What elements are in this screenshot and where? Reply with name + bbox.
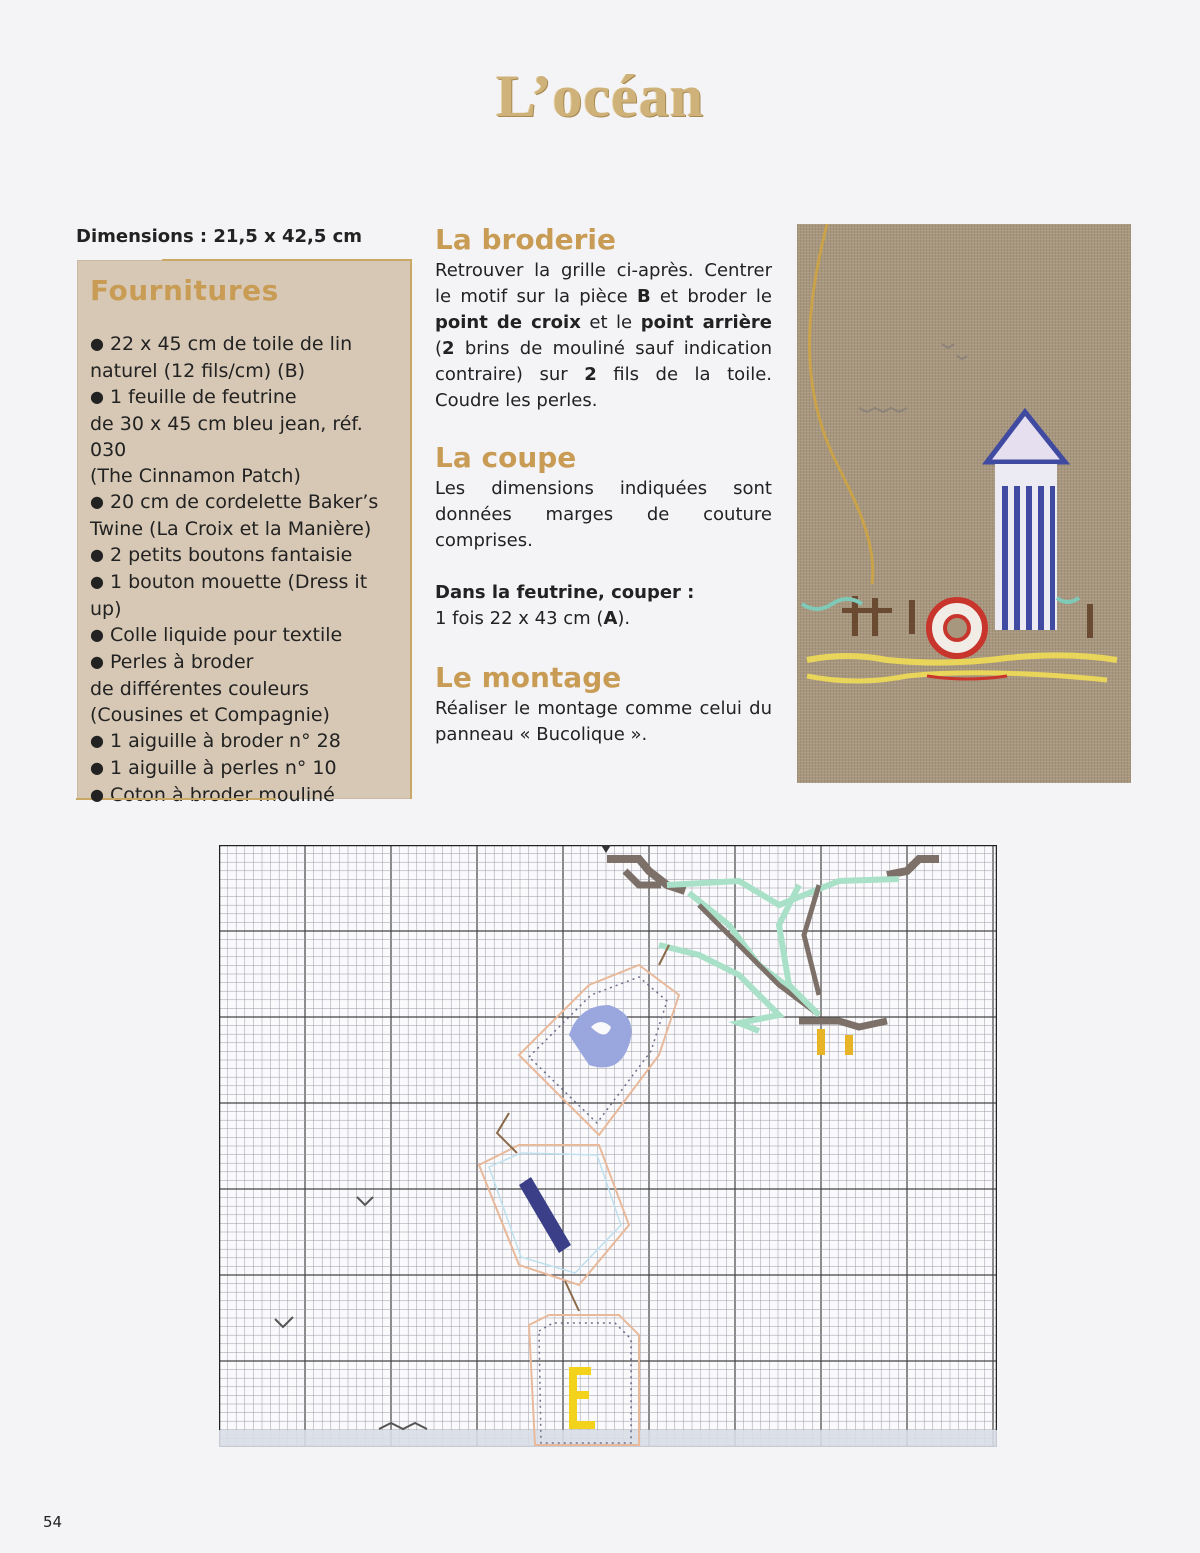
birds-icon — [859, 408, 907, 412]
bullet-icon: ● — [90, 785, 104, 804]
box-border-decoration — [162, 259, 412, 799]
instructions-column — [435, 222, 772, 748]
supplies-item-text: de 30 x 45 cm bleu jean, réf. 030 — [90, 413, 363, 461]
montage-text: Réaliser le montage comme celui du panneau « Bucolique ». — [435, 698, 772, 745]
supplies-item-text: Perles à broder — [109, 651, 254, 673]
bullet-icon: ● — [90, 625, 104, 644]
supplies-item-text: 20 cm de cordelette Baker’s — [109, 491, 379, 513]
bullet-icon: ● — [90, 731, 104, 750]
supplies-item-text: Colle liquide pour textile — [109, 624, 343, 646]
supplies-item-text: (Cousines et Compagnie) — [90, 704, 330, 726]
life-ring — [929, 600, 985, 656]
broderie-text: Retrouver la grille ci-après. Centrer le motif sur la pièce B et broder le point de croix et le point arrière (2 brins de mouliné sauf indication contraire) sur 2 fils de la toile. Coudre les perles. — [435, 260, 772, 411]
sand-accent — [927, 676, 1007, 679]
box-border-decoration-bottom — [76, 794, 276, 800]
supplies-box — [77, 260, 411, 806]
supplies-item-text: de différentes couleurs — [90, 678, 309, 700]
stitch-grid — [219, 845, 997, 1447]
bullet-icon: ● — [90, 652, 104, 671]
bullet-icon: ● — [90, 758, 104, 777]
supplies-item-text: 2 petits boutons fantaisie — [109, 544, 353, 566]
bullet-icon: ● — [90, 334, 104, 353]
coupe-heading: La coupe — [435, 441, 577, 474]
supplies-item-text: 1 bouton mouette (Dress it up) — [90, 571, 368, 620]
supplies-item-text: 1 aiguille à broder n° 28 — [109, 730, 341, 752]
coupe-subtext: 1 fois 22 x 43 cm (A). — [435, 608, 631, 629]
broderie-heading: La broderie — [435, 223, 617, 256]
beach-hut — [987, 412, 1065, 630]
supplies-item-text: 1 aiguille à perles n° 10 — [109, 757, 337, 779]
embroidery-photo — [797, 224, 1131, 783]
supplies-heading: Fournitures — [90, 274, 279, 307]
bullet-icon: ● — [90, 545, 104, 564]
bullet-icon: ● — [90, 387, 104, 406]
page-title: L’océan — [495, 63, 705, 129]
dimensions-label: Dimensions : 21,5 x 42,5 cm — [76, 226, 363, 247]
page-number: 54 — [43, 1513, 63, 1531]
supplies-item-text: Twine (La Croix et la Manière) — [90, 518, 372, 540]
bullet-icon: ● — [90, 572, 104, 591]
supplies-item-text: naturel (12 fils/cm) (B) — [90, 360, 306, 382]
twine-string — [810, 224, 873, 584]
supplies-item-text: 1 feuille de feutrine — [109, 386, 297, 408]
beach-hut-embroidery-illustration — [797, 224, 1131, 783]
bird-icon — [942, 344, 954, 348]
supplies-item-text: Coton à broder mouliné — [109, 784, 335, 806]
coupe-text: Les dimensions indiquées sont données marges de couture comprises. — [435, 478, 772, 551]
bird-icon — [957, 356, 967, 359]
cross-stitch-chart — [219, 845, 997, 1447]
supplies-item-text: 22 x 45 cm de toile de lin — [109, 333, 353, 355]
bullet-icon: ● — [90, 492, 104, 511]
montage-heading: Le montage — [435, 661, 622, 694]
supplies-item-text: (The Cinnamon Patch) — [90, 465, 301, 487]
coupe-subheading: Dans la feutrine, couper : — [435, 582, 695, 603]
